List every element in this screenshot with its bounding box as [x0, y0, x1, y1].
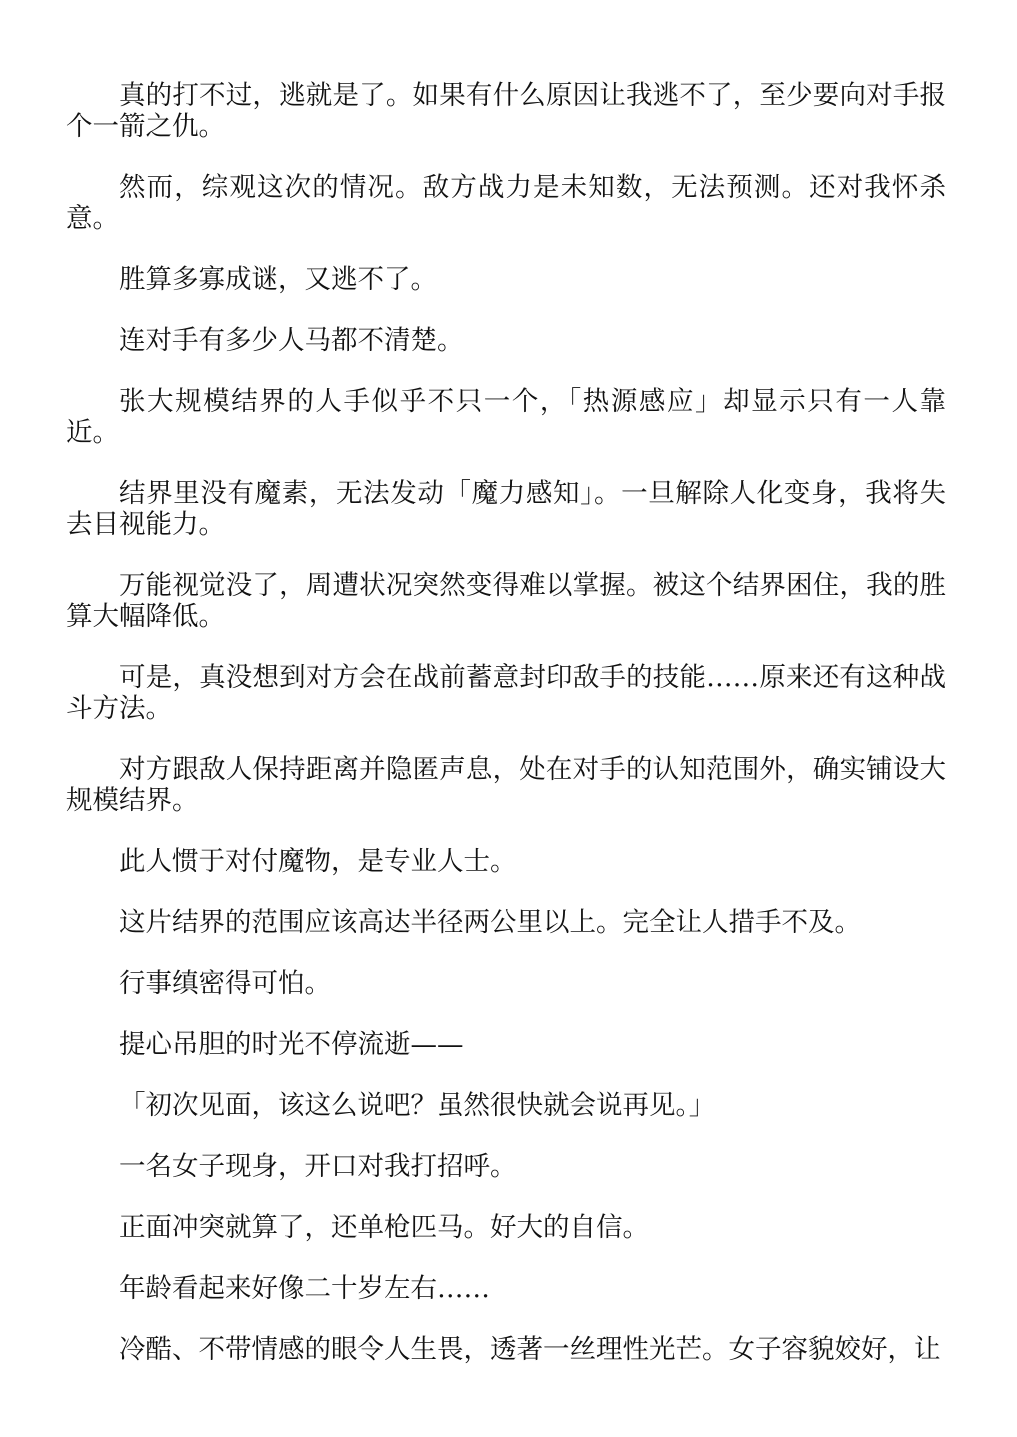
paragraph: 真的打不过，逃就是了。如果有什么原因让我逃不了，至少要向对手报个一箭之仇。 — [66, 80, 946, 142]
paragraph: 万能视觉没了，周遭状况突然变得难以掌握。被这个结界困住，我的胜算大幅降低。 — [66, 570, 946, 632]
paragraph: 正面冲突就算了，还单枪匹马。好大的自信。 — [119, 1212, 649, 1243]
paragraph: 连对手有多少人马都不清楚。 — [119, 325, 464, 356]
paragraph: 可是，真没想到对方会在战前蓄意封印敌手的技能……原来还有这种战斗方法。 — [66, 662, 946, 724]
paragraph: 「初次见面，该这么说吧？虽然很快就会说再见。」 — [119, 1090, 716, 1121]
paragraph: 提心吊胆的时光不停流逝—— — [119, 1029, 464, 1060]
paragraph: 一名女子现身，开口对我打招呼。 — [119, 1151, 517, 1182]
paragraph: 然而，综观这次的情况。敌方战力是未知数，无法预测。还对我怀杀意。 — [66, 172, 946, 234]
paragraph: 对方跟敌人保持距离并隐匿声息，处在对手的认知范围外，确实铺设大规模结界。 — [66, 754, 946, 816]
paragraph: 年龄看起来好像二十岁左右…… — [119, 1273, 490, 1304]
paragraph: 胜算多寡成谜，又逃不了。 — [119, 264, 437, 295]
paragraph: 张大规模结界的人手似乎不只一个，「热源感应」却显示只有一人靠近。 — [66, 386, 946, 448]
paragraph: 冷酷、不带情感的眼令人生畏，透著一丝理性光芒。女子容貌姣好，让 — [119, 1334, 941, 1365]
paragraph: 结界里没有魔素，无法发动「魔力感知」。一旦解除人化变身，我将失去目视能力。 — [66, 478, 946, 540]
body-text — [66, 80, 946, 1395]
paragraph: 行事缜密得可怕。 — [119, 968, 331, 999]
paragraph: 此人惯于对付魔物，是专业人士。 — [119, 846, 517, 877]
paragraph: 这片结界的范围应该高达半径两公里以上。完全让人措手不及。 — [119, 907, 861, 938]
